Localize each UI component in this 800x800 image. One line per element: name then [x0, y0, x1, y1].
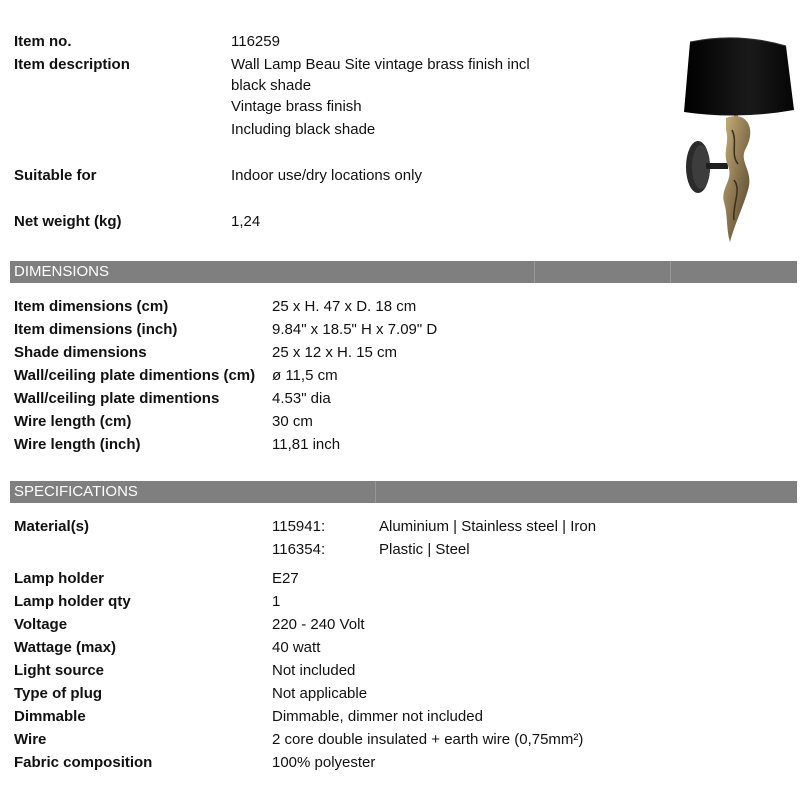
dimension-label: Item dimensions (inch) [14, 321, 178, 338]
dimension-value: 9.84" x 18.5" H x 7.09" D [272, 321, 438, 338]
spec-value: 40 watt [272, 639, 321, 656]
item-description-line-4: Including black shade [231, 121, 376, 138]
spec-value: 220 - 240 Volt [272, 616, 365, 633]
spec-label: Wattage (max) [14, 639, 116, 656]
dimension-value: 25 x 12 x H. 15 cm [272, 344, 398, 361]
material-code: 116354: [272, 541, 326, 558]
spec-value: 1 [272, 593, 281, 610]
spec-value: Not applicable [272, 685, 368, 702]
spec-label: Dimmable [14, 708, 86, 725]
item-description-line-2: black shade [231, 77, 312, 94]
specifications-header-title: SPECIFICATIONS [14, 483, 138, 500]
material-value: Plastic | Steel [379, 541, 470, 558]
dimensions-header-title: DIMENSIONS [14, 263, 110, 280]
material-code: 115941: [272, 518, 326, 535]
spec-value: Dimmable, dimmer not included [272, 708, 483, 725]
product-image [668, 30, 796, 250]
dimension-value: 4.53" dia [272, 390, 331, 407]
suitable-for-label: Suitable for [14, 167, 97, 184]
suitable-for-value: Indoor use/dry locations only [231, 167, 422, 184]
net-weight-value: 1,24 [231, 213, 261, 230]
item-no-value: 116259 [231, 33, 280, 50]
spec-label: Light source [14, 662, 105, 679]
spec-label: Type of plug [14, 685, 103, 702]
net-weight-label: Net weight (kg) [14, 213, 122, 230]
header-divider [375, 481, 376, 503]
dimension-label: Wall/ceiling plate dimentions [14, 390, 220, 407]
spec-label: Lamp holder qty [14, 593, 131, 610]
dimension-label: Item dimensions (cm) [14, 298, 169, 315]
spec-value: 100% polyester [272, 754, 376, 771]
dimension-label: Shade dimensions [14, 344, 147, 361]
spec-value: Not included [272, 662, 356, 679]
dimension-label: Wall/ceiling plate dimentions (cm) [14, 367, 256, 384]
dimension-value: 11,81 inch [272, 436, 341, 453]
header-divider [534, 261, 535, 283]
material-value: Aluminium | Stainless steel | Iron [379, 518, 597, 535]
item-description-line-1: Wall Lamp Beau Site vintage brass finish incl [231, 56, 530, 73]
item-no-label: Item no. [14, 33, 72, 50]
dimension-value: 25 x H. 47 x D. 18 cm [272, 298, 417, 315]
dimensions-header [10, 261, 797, 283]
spec-label: Voltage [14, 616, 68, 633]
dimension-value: 30 cm [272, 413, 313, 430]
item-description-line-3: Vintage brass finish [231, 98, 362, 115]
material-label: Material(s) [14, 518, 90, 535]
spec-label: Lamp holder [14, 570, 105, 587]
item-description-label: Item description [14, 56, 130, 73]
dimension-label: Wire length (inch) [14, 436, 141, 453]
spec-label: Fabric composition [14, 754, 153, 771]
dimension-value: ø 11,5 cm [272, 367, 338, 384]
spec-value: 2 core double insulated + earth wire (0,75mm²) [272, 731, 584, 748]
header-divider [670, 261, 671, 283]
specifications-header [10, 481, 797, 503]
spec-label: Wire [14, 731, 47, 748]
dimension-label: Wire length (cm) [14, 413, 132, 430]
spec-value: E27 [272, 570, 299, 587]
